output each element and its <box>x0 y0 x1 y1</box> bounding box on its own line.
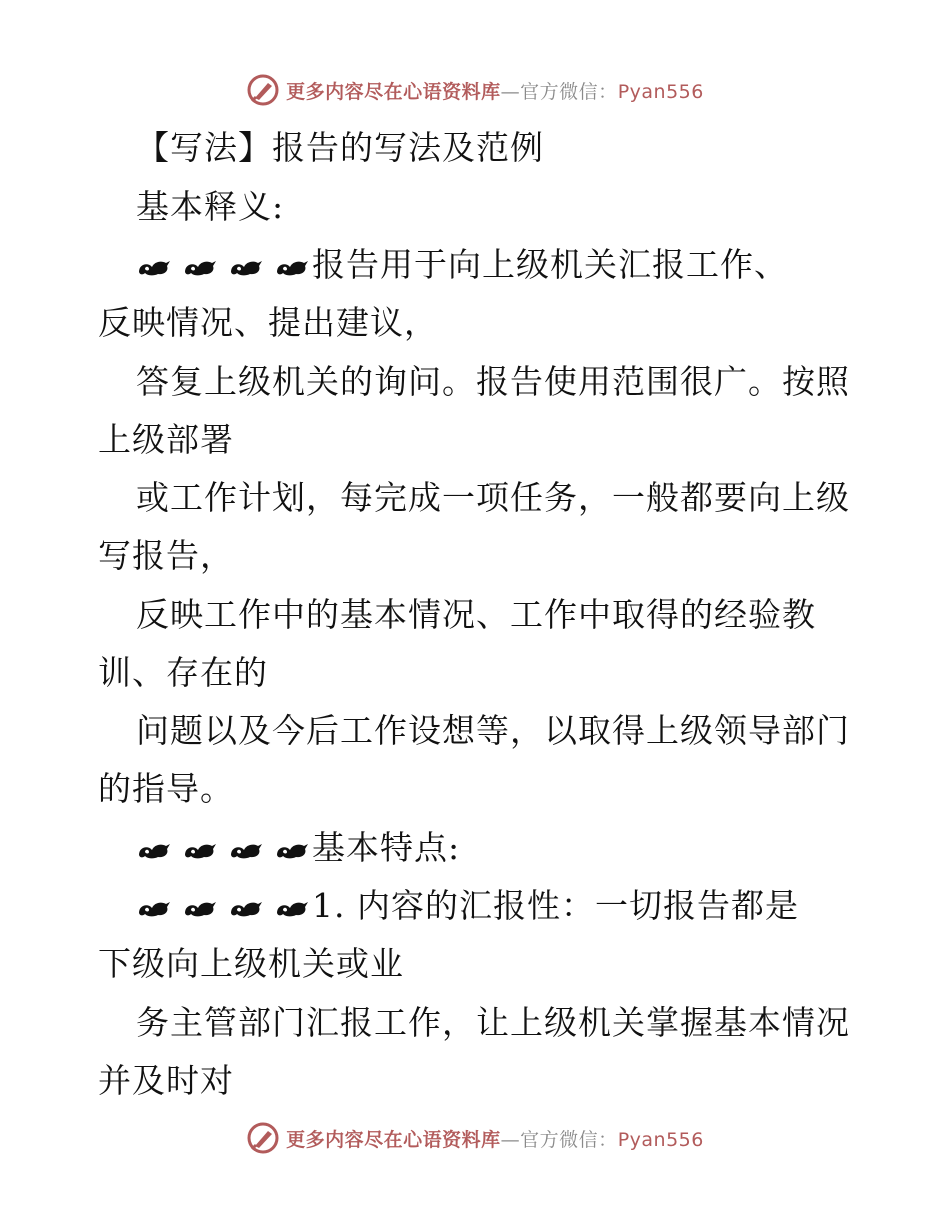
text-line <box>136 886 799 926</box>
section-heading <box>136 828 460 868</box>
text-line: 基本释义: <box>136 187 285 226</box>
text-line: 或工作计划，每完成一项任务，一般都要向上级 <box>136 478 850 517</box>
fleuron-icon <box>228 897 264 919</box>
text-line: 的指导。 <box>98 769 234 808</box>
text-line: 反映情况、提出建议， <box>98 303 438 342</box>
pen-circle-logo-icon <box>246 73 280 107</box>
fleuron-icon <box>136 839 172 861</box>
text-line: 并及时对 <box>98 1061 234 1100</box>
text-span: 报告用于向上级机关汇报工作、 <box>312 245 788 284</box>
fleuron-icon <box>136 256 172 278</box>
fleuron-icon <box>182 839 218 861</box>
fleuron-group <box>136 897 310 919</box>
watermark-wechat-label: 官方微信： <box>520 1128 618 1151</box>
watermark-separator: — <box>500 80 521 103</box>
fleuron-icon <box>228 256 264 278</box>
watermark-text: 更多内容尽在心语资料库 <box>286 80 501 103</box>
fleuron-icon <box>136 897 172 919</box>
fleuron-icon <box>274 256 310 278</box>
text-span: 基本特点: <box>312 828 461 867</box>
text-line <box>136 245 788 285</box>
footer-watermark <box>0 1118 950 1158</box>
text-line: 训、存在的 <box>98 653 268 692</box>
text-line: 反映工作中的基本情况、工作中取得的经验教 <box>136 595 816 634</box>
text-line: 上级部署 <box>98 420 234 459</box>
fleuron-group <box>136 839 310 861</box>
text-span: 1. 内容的汇报性：一切报告都是 <box>312 886 799 925</box>
watermark-text: 更多内容尽在心语资料库 <box>286 1128 501 1151</box>
text-line: 写报告， <box>98 536 234 575</box>
fleuron-icon <box>182 897 218 919</box>
header-watermark <box>0 70 950 110</box>
watermark-wechat-id: Pyan556 <box>617 80 704 103</box>
text-line: 问题以及今后工作设想等，以取得上级领导部门 <box>136 711 850 750</box>
fleuron-icon <box>182 256 218 278</box>
watermark-separator: — <box>500 1128 521 1151</box>
fleuron-group <box>136 256 310 278</box>
pen-circle-logo-icon <box>246 1121 280 1155</box>
document-title: 【写法】报告的写法及范例 <box>136 128 544 167</box>
fleuron-icon <box>274 839 310 861</box>
text-line: 下级向上级机关或业 <box>98 944 404 983</box>
fleuron-icon <box>274 897 310 919</box>
watermark-wechat-id: Pyan556 <box>617 1128 704 1151</box>
watermark-wechat-label: 官方微信： <box>520 80 618 103</box>
text-line: 务主管部门汇报工作，让上级机关掌握基本情况 <box>136 1003 850 1042</box>
fleuron-icon <box>228 839 264 861</box>
text-line: 答复上级机关的询问。报告使用范围很广。按照 <box>136 362 850 401</box>
